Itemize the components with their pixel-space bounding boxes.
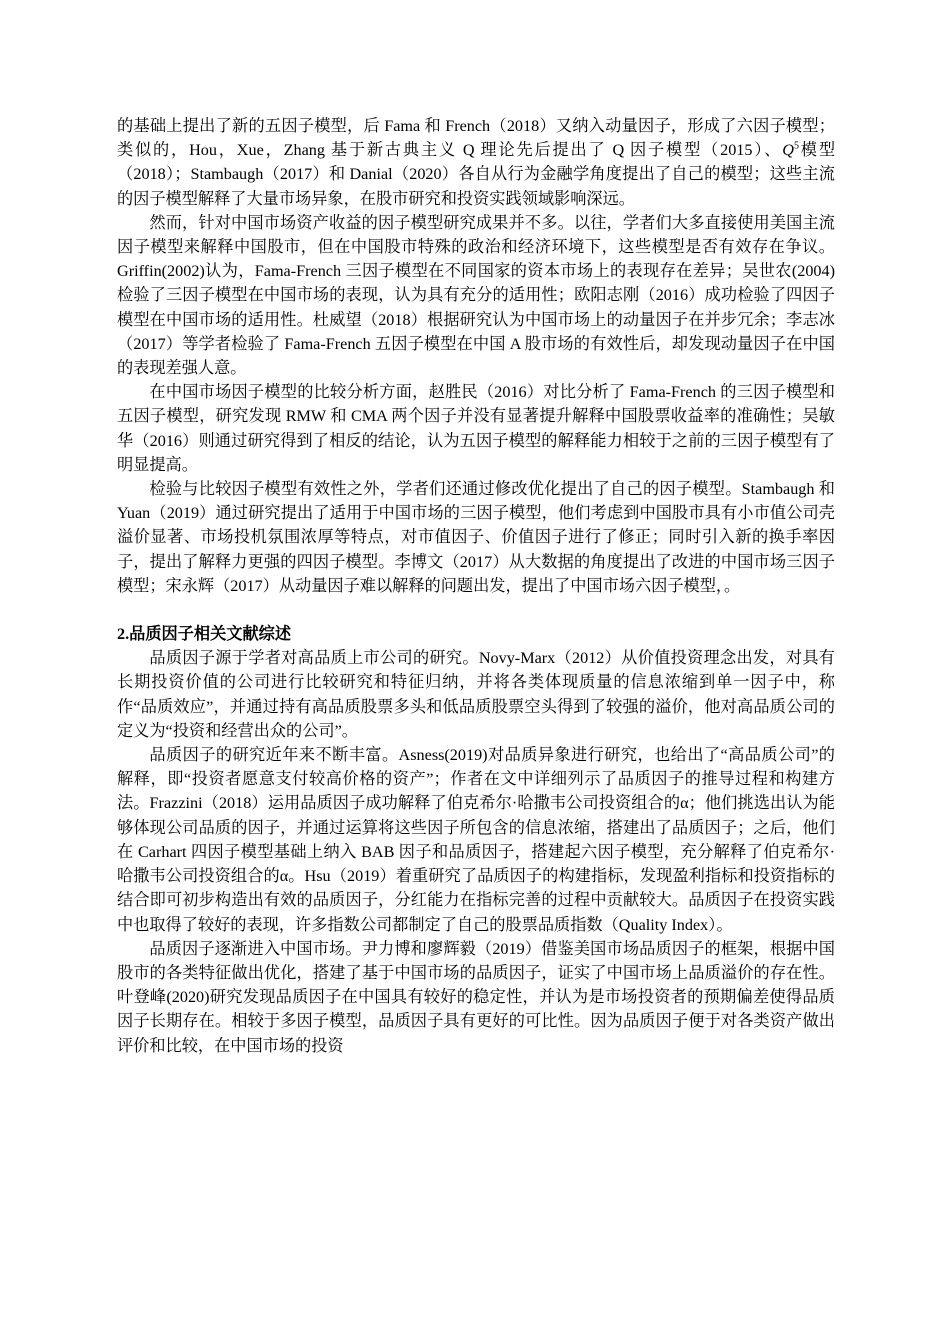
paragraph-4: 检验与比较因子模型有效性之外，学者们还通过修改优化提出了自己的因子模型。Stambaugh 和 Yuan（2019）通过研究提出了适用于中国市场的三因子模型，他们考虑到中国股市具有小市值公司壳溢价显著、市场投机氛围浓厚等特点，对市值因子、价值因子进行了修正；同时引入新的换手率因子，提出了解释力更强的四因子模型。李博文（2017）从大数据的角度提出了改进的中国市场三因子模型；宋永辉（2017）从动量因子难以解释的问题出发，提出了中国市场六因子模型，。	[117, 480, 835, 595]
paragraph-1-part-b: 模型（2018）；Stambaugh（2017）和 Danial（2020）各自从行为金融学角度提出了自己的模型；这些主流的因子模型解释了大量市场异象，在股市研究和投资实践领域影响深远。	[117, 141, 836, 208]
section-2-paragraph-1: 品质因子源于学者对高品质上市公司的研究。Novy-Marx（2012）从价值投资理念出发，对具有长期投资价值的公司进行比较研究和特征归纳，并将各类体现质量的信息浓缩到单一因子中，称作“品质效应”，并通过持有高品质股票多头和低品质股票空头得到了较强的溢价，他对高品质公司的定义为“投资和经营出众的公司”。	[117, 649, 835, 740]
section-2-paragraph-3: 品质因子逐渐进入中国市场。尹力博和廖辉毅（2019）借鉴美国市场品质因子的框架，根据中国股市的各类特征做出优化，搭建了基于中国市场的品质因子，证实了中国市场上品质溢价的存在性。叶登峰(2020)研究发现品质因子在中国具有较好的稳定性，并认为是市场投资者的预期偏差使得品质因子长期存在。相较于多因子模型，品质因子具有更好的可比性。因为品质因子便于对各类资产做出评价和比较，在中国市场的投资	[117, 939, 835, 1055]
paragraph-2: 然而，针对中国市场资产收益的因子模型研究成果并不多。以往，学者们大多直接使用美国主流因子模型来解释中国股市，但在中国股市特殊的政治和经济环境下，这些模型是否有效存在争议。Griffin(2002)认为，Fama-French 三因子模型在不同国家的资本市场上的表现存在差异；吴世农(2004)检验了三因子模型在中国市场的表现，认为具有充分的适用性；欧阳志刚（2016）成功检验了四因子模型在中国市场的适用性。杜威望（2018）根据研究认为中国市场上的动量因子在并步冗余；李志冰（2017）等学者检验了 Fama-French 五因子模型在中国 A 股市场的有效性后，却发现动量因子在中国的表现差强人意。	[117, 213, 835, 378]
q5-model-symbol: Q	[782, 141, 794, 160]
paragraph-3: 在中国市场因子模型的比较分析方面，赵胜民（2016）对比分析了 Fama-French 的三因子模型和五因子模型，研究发现 RMW 和 CMA 两个因子并没有显著提升解释中国股票收益率的准确性；吴敏华（2016）则通过研究得到了相反的结论，认为五因子模型的解释能力相较于之前的三因子模型有了明显提高。	[117, 383, 835, 474]
document-body	[117, 114, 835, 1058]
paragraph-1	[117, 114, 835, 211]
paragraph-1-part-a: 的基础上提出了新的五因子模型，后 Fama 和 French（2018）又纳入动量因子，形成了六因子模型；类似的，Hou，Xue，Zhang 基于新古典主义 Q 理论先后提出了 Q 因子模型（2015）、	[117, 117, 835, 160]
section-heading-quality-factor: 2.品质因子相关文献综述	[117, 625, 292, 644]
section-2-paragraph-2: 品质因子的研究近年来不断丰富。Asness(2019)对品质异象进行研究，也给出了“高品质公司”的解释，即“投资者愿意支付较高价格的资产”；作者在文中详细列示了品质因子的推导过程和构建方法。Frazzini（2018）运用品质因子成功解释了伯克希尔·哈撒韦公司投资组合的α；他们挑选出认为能够体现公司品质的因子，并通过运算将这些因子所包含的信息浓缩，搭建出了品质因子；之后，他们在 Carhart 四因子模型基础上纳入 BAB 因子和品质因子，搭建起六因子模型，充分解释了伯克希尔·哈撒韦公司投资组合的α。Hsu（2019）着重研究了品质因子的构建指标，发现盈利指标和投资指标的结合即可初步构造出有效的品质因子，分红能力在指标完善的过程中贡献较大。品质因子在投资实践中也取得了较好的表现，许多指数公司都制定了自己的股票品质指数（Quality Index）。	[117, 746, 835, 934]
q5-model-superscript: 5	[793, 140, 799, 152]
